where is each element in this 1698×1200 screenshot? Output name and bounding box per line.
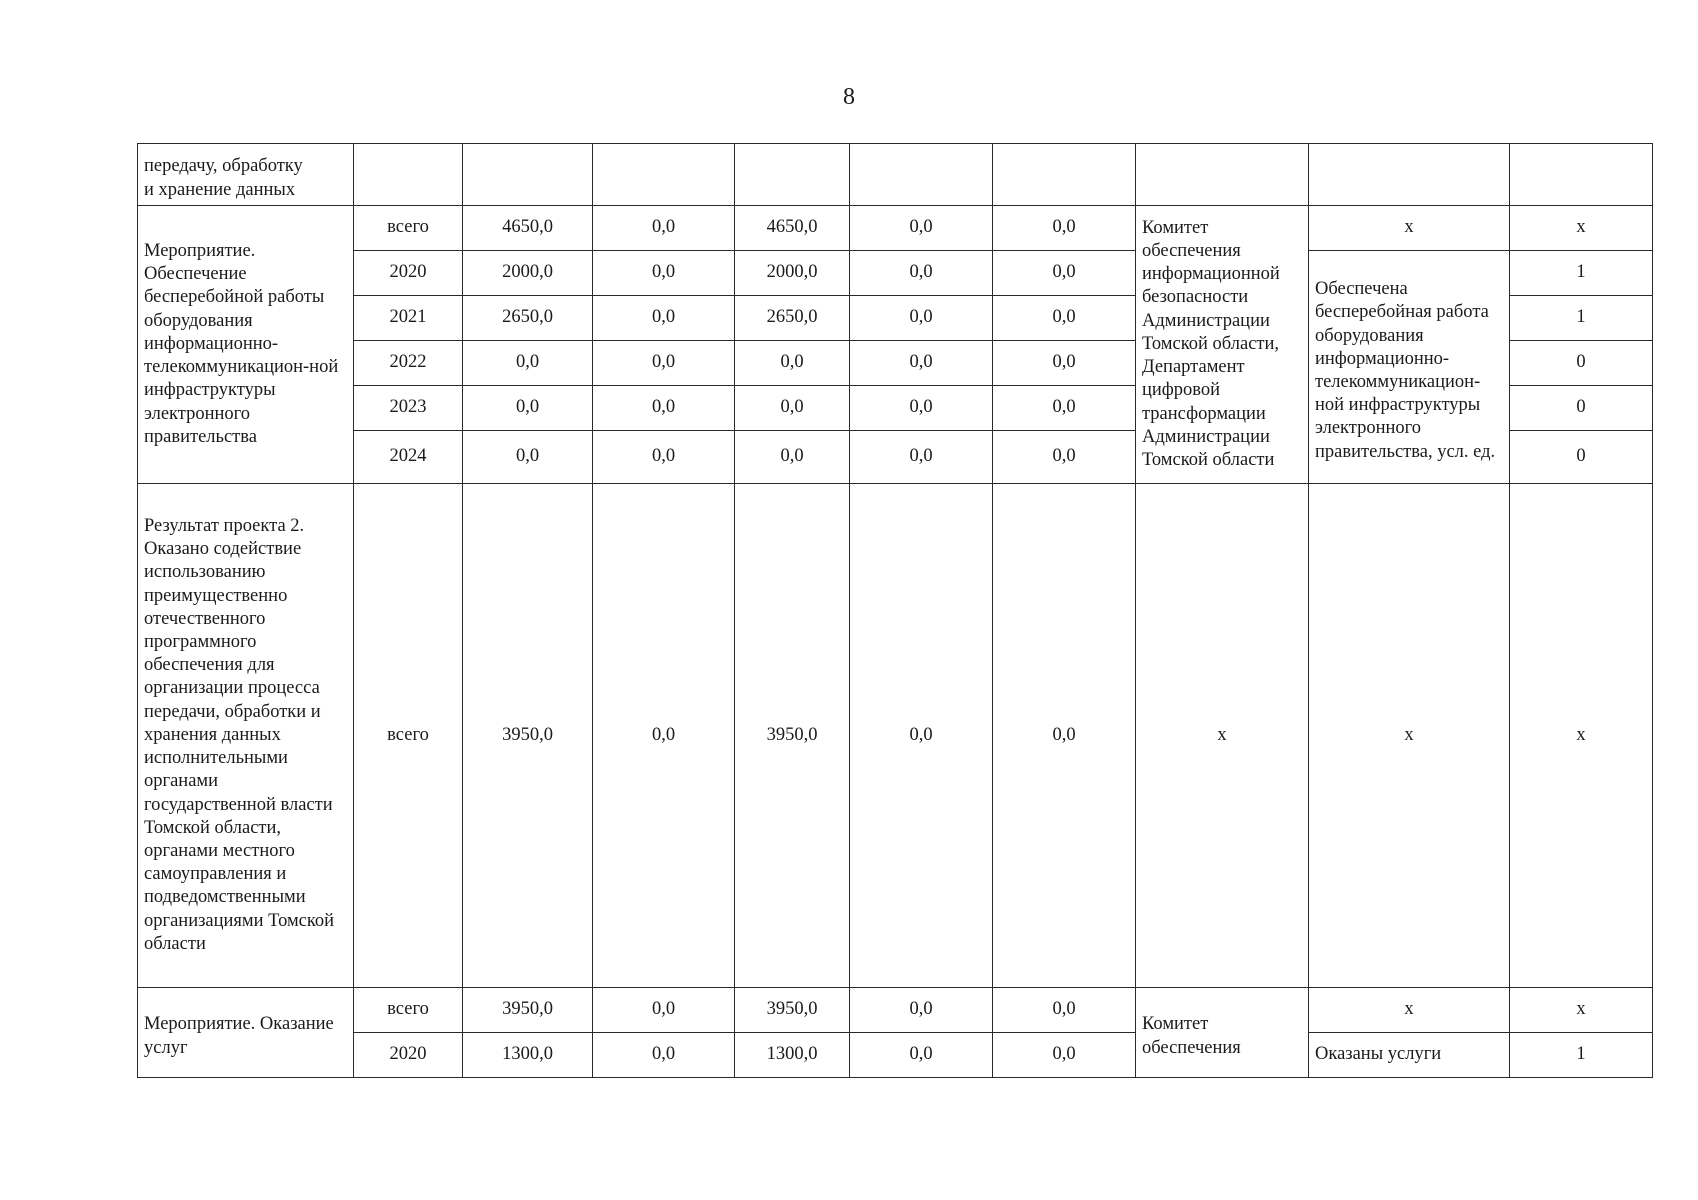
table-row xyxy=(138,1033,1653,1078)
value-cell: 0 xyxy=(1510,341,1653,386)
value-cell: 0 xyxy=(1510,431,1653,484)
mun-cell: 0,0 xyxy=(850,386,993,431)
event1-indicator-name: Обеспечена бесперебойная работа оборудования информационно-телекоммуникацион-ной инфраструктуры электронного правительства, усл. ед. xyxy=(1309,251,1510,484)
year-cell: 2023 xyxy=(354,386,463,431)
other-cell: 0,0 xyxy=(993,341,1136,386)
fed-cell: 0,0 xyxy=(593,431,735,484)
mun-cell: 0,0 xyxy=(850,484,993,988)
reg-cell: 0,0 xyxy=(735,386,850,431)
mun-cell: 0,0 xyxy=(850,251,993,296)
event2-name: Мероприятие. Оказание услуг xyxy=(138,988,354,1078)
mun-cell: 0,0 xyxy=(850,988,993,1033)
year-cell: всего xyxy=(354,484,463,988)
value-cell: 1 xyxy=(1510,296,1653,341)
fed-cell: 0,0 xyxy=(593,386,735,431)
reg-cell: 3950,0 xyxy=(735,484,850,988)
mun-cell: 0,0 xyxy=(850,206,993,251)
fed-cell: 0,0 xyxy=(593,988,735,1033)
other-cell: 0,0 xyxy=(993,431,1136,484)
event1-executor: Комитет обеспечения информационной безопасности Администрации Томской области, Департамент цифровой трансформации Администрации Томской области xyxy=(1136,206,1309,484)
executor-x-cell: x xyxy=(1136,484,1309,988)
value-cell: 0 xyxy=(1510,386,1653,431)
fed-cell: 0,0 xyxy=(593,341,735,386)
continuation-name: передачу, обработку и хранение данных xyxy=(138,144,354,206)
value-cell: 1 xyxy=(1510,1033,1653,1078)
fed-cell: 0,0 xyxy=(593,1033,735,1078)
total-cell: 0,0 xyxy=(463,341,593,386)
table-row xyxy=(138,251,1653,296)
other-cell: 0,0 xyxy=(993,386,1136,431)
other-cell: 0,0 xyxy=(993,484,1136,988)
value-x-cell: x xyxy=(1510,988,1653,1033)
fed-cell: 0,0 xyxy=(593,484,735,988)
reg-cell: 4650,0 xyxy=(735,206,850,251)
result2-name: Результат проекта 2. Оказано содействие использованию преимущественно отечественного программного обеспечения для организации процесса передачи, обработки и хранения данных исполнительными органами государственной власти Томской области, органами местного самоуправления и подведомственными организациями Томской области xyxy=(138,484,354,988)
event2-indicator-name: Оказаны услуги xyxy=(1309,1033,1510,1078)
mun-cell: 0,0 xyxy=(850,296,993,341)
page-number: 8 xyxy=(843,84,855,110)
reg-cell: 0,0 xyxy=(735,431,850,484)
reg-cell: 2000,0 xyxy=(735,251,850,296)
event2-executor: Комитет обеспечения xyxy=(1136,988,1309,1078)
year-cell: 2021 xyxy=(354,296,463,341)
fed-cell: 0,0 xyxy=(593,206,735,251)
indicator-x-cell: x xyxy=(1309,206,1510,251)
mun-cell: 0,0 xyxy=(850,341,993,386)
year-cell: всего xyxy=(354,988,463,1033)
reg-cell: 1300,0 xyxy=(735,1033,850,1078)
value-x-cell: x xyxy=(1510,206,1653,251)
total-cell: 3950,0 xyxy=(463,484,593,988)
total-cell: 1300,0 xyxy=(463,1033,593,1078)
total-cell: 4650,0 xyxy=(463,206,593,251)
budget-table xyxy=(137,143,1653,1078)
reg-cell: 0,0 xyxy=(735,341,850,386)
table-row xyxy=(138,206,1653,251)
fed-cell: 0,0 xyxy=(593,251,735,296)
year-cell: всего xyxy=(354,206,463,251)
table-row xyxy=(138,484,1653,988)
other-cell: 0,0 xyxy=(993,296,1136,341)
total-cell: 2650,0 xyxy=(463,296,593,341)
value-x-cell: x xyxy=(1510,484,1653,988)
year-cell: 2022 xyxy=(354,341,463,386)
year-cell: 2024 xyxy=(354,431,463,484)
mun-cell: 0,0 xyxy=(850,1033,993,1078)
fed-cell: 0,0 xyxy=(593,296,735,341)
indicator-x-cell: x xyxy=(1309,988,1510,1033)
value-cell: 1 xyxy=(1510,251,1653,296)
event1-name: Мероприятие. Обеспечение бесперебойной работы оборудования информационно-телекоммуникацион-ной инфраструктуры электронного правительства xyxy=(138,206,354,484)
total-cell: 2000,0 xyxy=(463,251,593,296)
other-cell: 0,0 xyxy=(993,251,1136,296)
indicator-x-cell: x xyxy=(1309,484,1510,988)
year-cell: 2020 xyxy=(354,1033,463,1078)
total-cell: 0,0 xyxy=(463,431,593,484)
other-cell: 0,0 xyxy=(993,988,1136,1033)
reg-cell: 3950,0 xyxy=(735,988,850,1033)
other-cell: 0,0 xyxy=(993,206,1136,251)
other-cell: 0,0 xyxy=(993,1033,1136,1078)
total-cell: 0,0 xyxy=(463,386,593,431)
year-cell: 2020 xyxy=(354,251,463,296)
total-cell: 3950,0 xyxy=(463,988,593,1033)
table-row xyxy=(138,988,1653,1033)
mun-cell: 0,0 xyxy=(850,431,993,484)
reg-cell: 2650,0 xyxy=(735,296,850,341)
table-row xyxy=(138,144,1653,206)
